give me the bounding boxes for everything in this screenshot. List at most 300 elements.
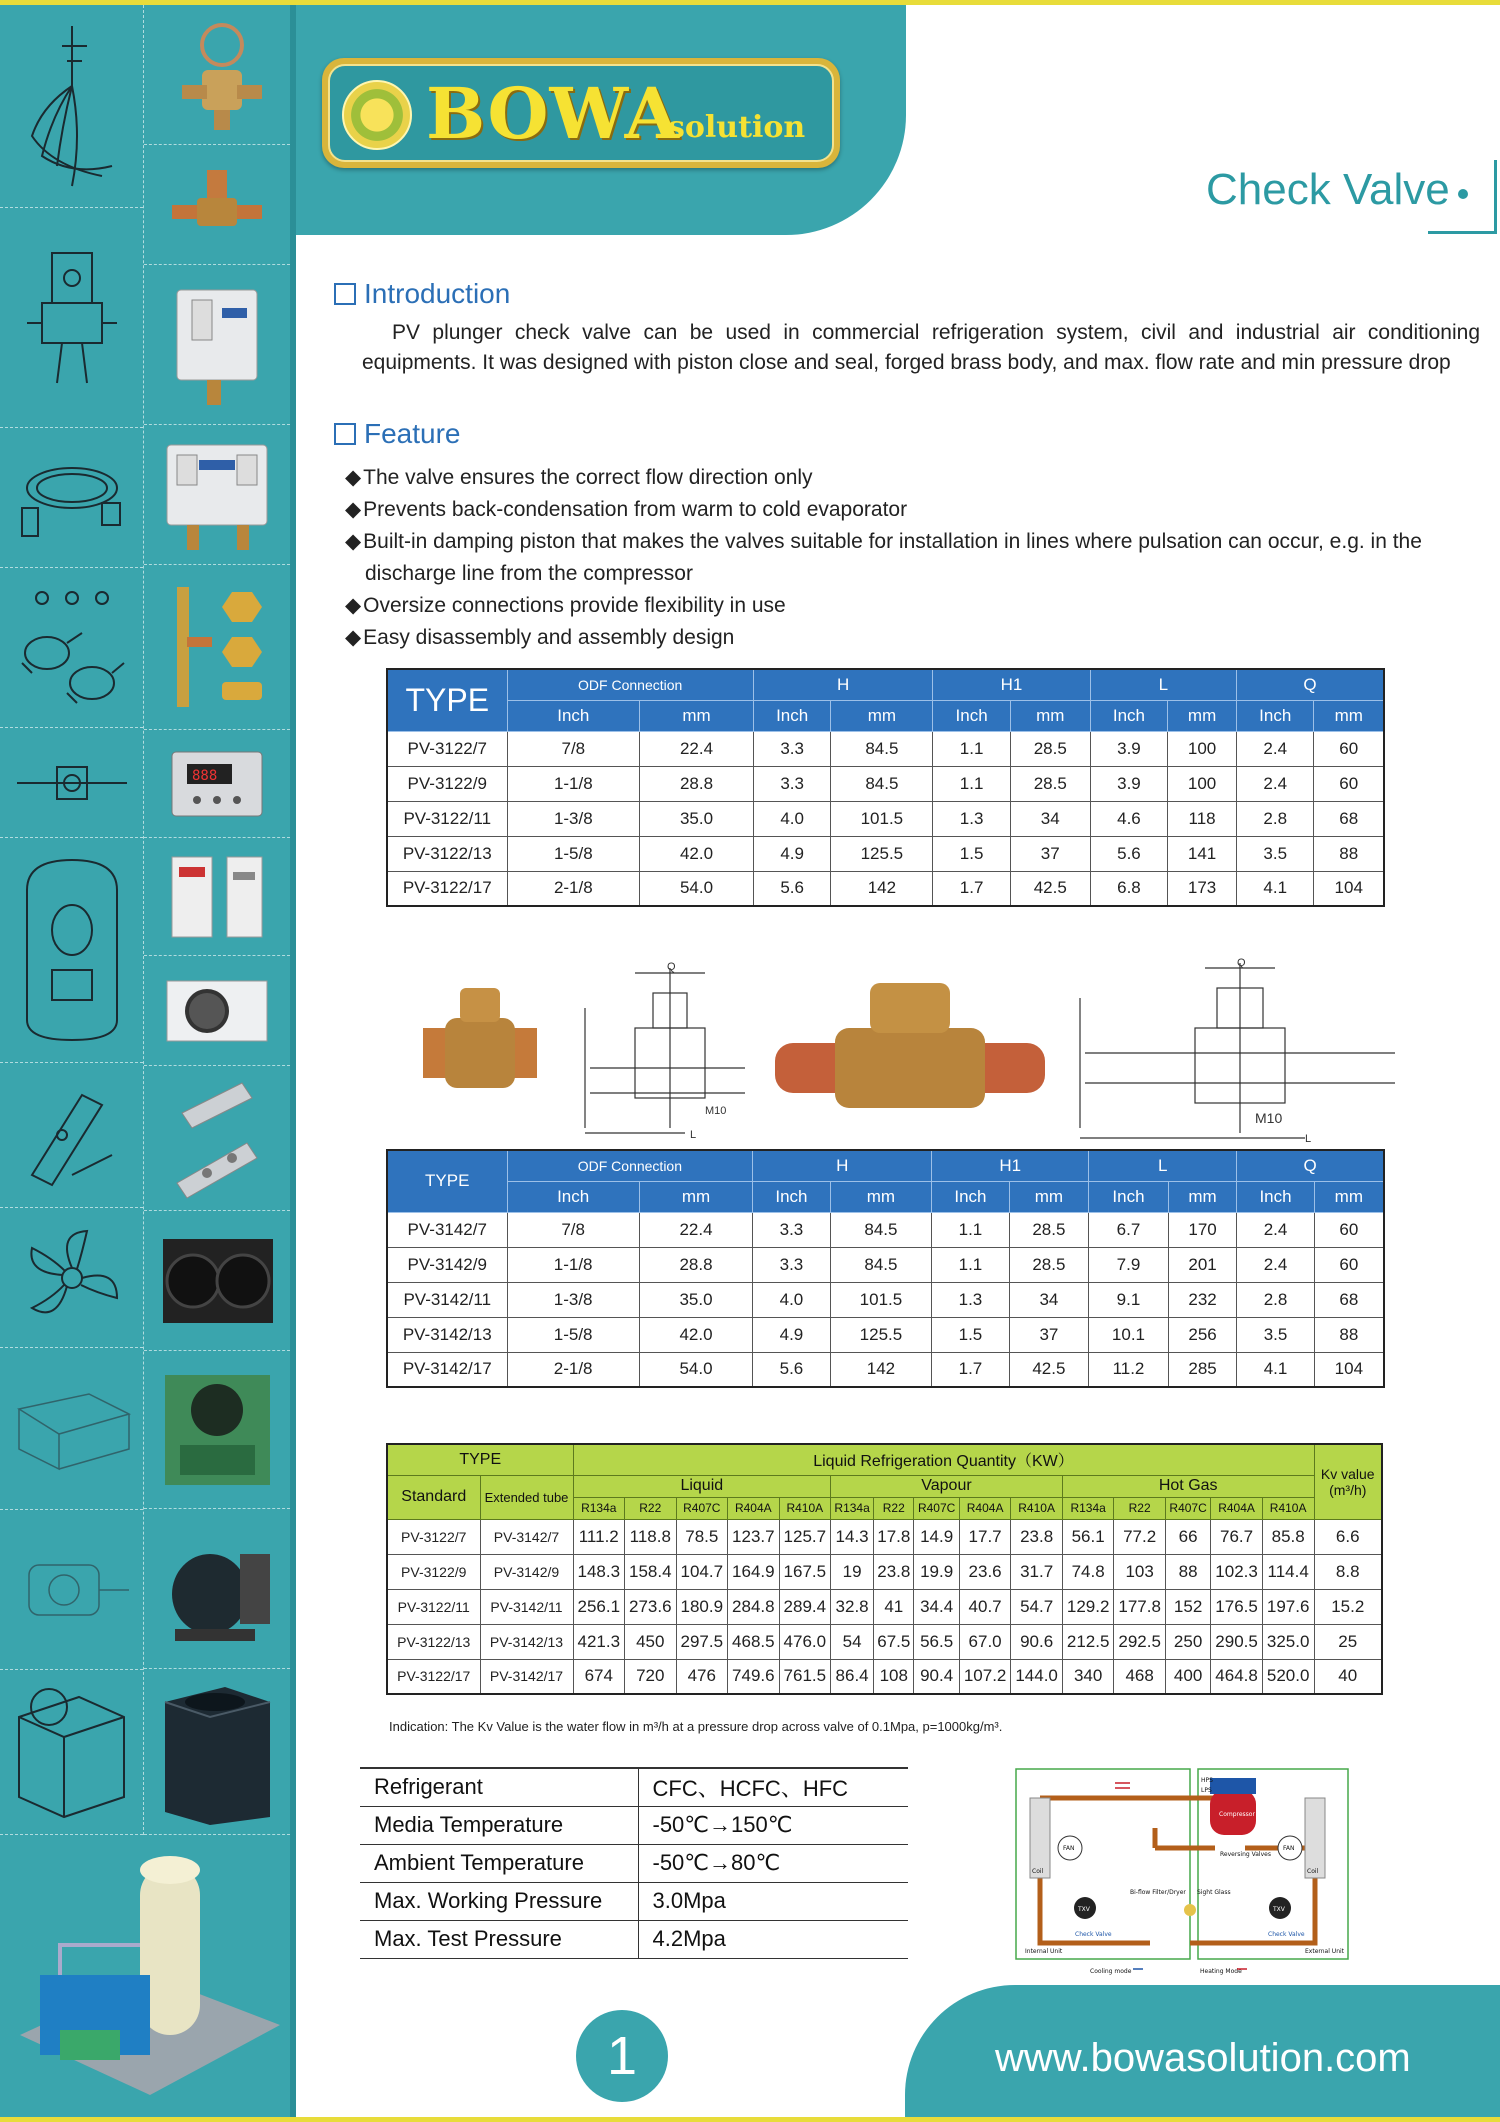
value-cell: 32.8 [831, 1589, 874, 1624]
hermetic-compressor-photo-icon [144, 1509, 290, 1669]
value-cell: 4.9 [753, 836, 831, 871]
value-cell: 340 [1062, 1659, 1114, 1694]
value-cell: 4.1 [1237, 1352, 1314, 1387]
introduction-text: PV plunger check valve can be used in commercial refrigeration system, civil and industrial air conditioning equipments. It was designed with piston close and seal, forged brass body, and max. flow rate and min pressure drop [362, 321, 1480, 374]
type-cell: PV-3142/7 [387, 1212, 507, 1247]
large-check-valve-photo-icon [775, 983, 1045, 1108]
table-row [387, 1352, 1384, 1387]
table-row [387, 731, 1384, 766]
small-check-valve-photo-icon [423, 988, 537, 1088]
value-cell: 1-3/8 [507, 801, 640, 836]
properties-table [360, 1767, 908, 1959]
diagram-label-txv: TXV [1078, 1906, 1090, 1913]
quantity-table-body [387, 1519, 1382, 1694]
logo-emblem-icon [342, 80, 412, 150]
value-cell: 284.8 [728, 1589, 780, 1624]
value-cell: 118 [1168, 801, 1237, 836]
condensing-unit-drawing-icon [0, 1670, 143, 1835]
refrigerant-header: R22 [1114, 1497, 1166, 1519]
feature-item: ◆ Built-in damping piston that makes the valves suitable for installation in lines where pulsation can occur, e.g. in the discharge line from the compressor [345, 526, 1485, 590]
value-cell: 35.0 [639, 1282, 752, 1317]
value-cell: 3.3 [753, 731, 831, 766]
feature-list [345, 462, 1485, 654]
value-cell: 25 [1314, 1624, 1382, 1659]
diagram-label-check-valve: Check Valve [1075, 1931, 1112, 1938]
value-cell: 2.4 [1236, 766, 1314, 801]
value-cell: 100 [1168, 731, 1237, 766]
group-header-hot-gas: Hot Gas [1062, 1475, 1314, 1497]
diagram-label-cooling: Cooling mode [1090, 1968, 1132, 1975]
unit-mm-header: mm [1010, 700, 1090, 731]
value-cell: 28.5 [1009, 1247, 1089, 1282]
value-cell: 22.4 [639, 1212, 752, 1247]
value-cell: 60 [1314, 1212, 1384, 1247]
table-row [387, 871, 1384, 906]
unit-inch-header: Inch [1089, 1181, 1169, 1212]
property-label: Max. Test Pressure [360, 1920, 638, 1958]
product-illustrations [405, 958, 1405, 1148]
value-cell: 28.5 [1009, 1212, 1089, 1247]
hinge-drawing-icon [0, 1063, 143, 1208]
refrigerant-header: R404A [1211, 1497, 1263, 1519]
value-cell: 3.5 [1236, 836, 1314, 871]
property-row [360, 1768, 908, 1806]
value-cell: 292.5 [1114, 1624, 1166, 1659]
value-cell: 125.5 [831, 836, 933, 871]
capillary-distributor-icon [0, 5, 143, 208]
odf-header: ODF Connection [507, 669, 753, 700]
type-cell: PV-3122/9 [387, 766, 507, 801]
value-cell: 164.9 [728, 1554, 780, 1589]
value-cell: 468 [1114, 1659, 1166, 1694]
value-cell: 761.5 [779, 1659, 831, 1694]
type-cell: PV-3142/11 [480, 1589, 573, 1624]
value-cell: 40.7 [959, 1589, 1011, 1624]
value-cell: 101.5 [830, 1282, 932, 1317]
value-cell: 67.5 [874, 1624, 914, 1659]
value-cell: 40 [1314, 1659, 1382, 1694]
refrigerant-header: R134a [1062, 1497, 1114, 1519]
l-header: L [1090, 669, 1236, 700]
solenoid-valve-photo-icon [144, 145, 290, 265]
value-cell: 19 [831, 1554, 874, 1589]
title-rule-horizontal [1428, 231, 1497, 234]
value-cell: 68 [1314, 801, 1384, 836]
value-cell: 3.9 [1090, 766, 1168, 801]
diagram-label-coil: Coil [1032, 1868, 1044, 1875]
refrigerant-header: R22 [625, 1497, 677, 1519]
type-cell: PV-3142/9 [387, 1247, 507, 1282]
value-cell: 720 [625, 1659, 677, 1694]
dual-pressure-switch-photo-icon [144, 425, 290, 565]
property-label: Media Temperature [360, 1806, 638, 1844]
table-row [387, 1282, 1384, 1317]
value-cell: 289.4 [779, 1589, 831, 1624]
type-cell: PV-3122/17 [387, 871, 507, 906]
value-cell: 60 [1314, 1247, 1384, 1282]
value-cell: 1.1 [932, 1247, 1009, 1282]
value-cell: 88 [1314, 836, 1384, 871]
kv-header: Kv value (m³/h) [1314, 1444, 1382, 1519]
value-cell: 42.0 [640, 836, 754, 871]
value-cell: 749.6 [728, 1659, 780, 1694]
motor-drawing-icon [0, 1510, 143, 1670]
value-cell: 85.8 [1262, 1519, 1314, 1554]
value-cell: 77.2 [1114, 1519, 1166, 1554]
unit-mm-header: mm [830, 1181, 932, 1212]
value-cell: 180.9 [676, 1589, 728, 1624]
value-cell: 177.8 [1114, 1589, 1166, 1624]
group-header-vapour: Vapour [831, 1475, 1063, 1497]
value-cell: 118.8 [625, 1519, 677, 1554]
value-cell: 2.4 [1237, 1247, 1314, 1282]
table-row [387, 1519, 1382, 1554]
value-cell: 5.6 [753, 1352, 830, 1387]
value-cell: 6.6 [1314, 1519, 1382, 1554]
value-cell: 34 [1009, 1282, 1089, 1317]
type-cell: PV-3122/7 [387, 731, 507, 766]
sight-glass-drawing-icon [0, 728, 143, 838]
value-cell: 103 [1114, 1554, 1166, 1589]
property-value: 3.0Mpa [638, 1882, 908, 1920]
value-cell: 84.5 [831, 766, 933, 801]
unit-inch-header: Inch [507, 1181, 639, 1212]
brass-fittings-photo-icon [144, 565, 290, 730]
value-cell: 100 [1168, 766, 1237, 801]
value-cell: 28.5 [1010, 766, 1090, 801]
type-cell: PV-3142/13 [387, 1317, 507, 1352]
sidebar-edge [290, 5, 296, 2117]
refrigerant-header: R404A [959, 1497, 1011, 1519]
brand-logo [322, 58, 840, 168]
value-cell: 114.4 [1262, 1554, 1314, 1589]
value-cell: 104.7 [676, 1554, 728, 1589]
value-cell: 2-1/8 [507, 1352, 639, 1387]
checkbox-square-icon [334, 283, 356, 305]
value-cell: 476.0 [779, 1624, 831, 1659]
value-cell: 7.9 [1089, 1247, 1169, 1282]
spec-table-body [387, 1212, 1384, 1387]
value-cell: 7/8 [507, 731, 640, 766]
temperature-controller-photo-icon [144, 730, 290, 838]
value-cell: 37 [1009, 1317, 1089, 1352]
value-cell: 8.8 [1314, 1554, 1382, 1589]
value-cell: 1.3 [932, 1282, 1009, 1317]
value-cell: 167.5 [779, 1554, 831, 1589]
value-cell: 54.7 [1011, 1589, 1063, 1624]
property-value: -50℃→80℃ [638, 1844, 908, 1882]
value-cell: 256.1 [573, 1589, 625, 1624]
value-cell: 4.9 [753, 1317, 830, 1352]
value-cell: 7/8 [507, 1212, 639, 1247]
value-cell: 152 [1165, 1589, 1210, 1624]
drawing-label-q: Q [1237, 958, 1246, 969]
large-valve-technical-drawing [1080, 958, 1395, 1145]
refrigerant-header: R134a [831, 1497, 874, 1519]
value-cell: 5.6 [753, 871, 831, 906]
value-cell: 2.8 [1236, 801, 1314, 836]
value-cell: 129.2 [1062, 1589, 1114, 1624]
type-cell: PV-3142/11 [387, 1282, 507, 1317]
value-cell: 104 [1314, 1352, 1384, 1387]
diagram-label-external: External Unit [1305, 1948, 1345, 1955]
website-url[interactable]: www.bowasolution.com [995, 2036, 1411, 2080]
value-cell: 674 [573, 1659, 625, 1694]
value-cell: 84.5 [830, 1212, 932, 1247]
value-cell: 325.0 [1262, 1624, 1314, 1659]
value-cell: 54.0 [639, 1352, 752, 1387]
value-cell: 1.7 [933, 871, 1011, 906]
value-cell: 34 [1010, 801, 1090, 836]
value-cell: 28.8 [639, 1247, 752, 1282]
type-cell: PV-3142/13 [480, 1624, 573, 1659]
h-header: H [753, 1150, 932, 1181]
table-row [387, 1589, 1382, 1624]
value-cell: 102.3 [1211, 1554, 1263, 1589]
value-cell: 400 [1165, 1659, 1210, 1694]
value-cell: 2.8 [1237, 1282, 1314, 1317]
evaporator-photo-icon [144, 956, 290, 1066]
extended-header: Extended tube [480, 1475, 573, 1519]
brand-tagline: solution [668, 110, 806, 145]
type-header: TYPE [387, 669, 507, 731]
value-cell: 15.2 [1314, 1589, 1382, 1624]
value-cell: 23.8 [1011, 1519, 1063, 1554]
feature-item: ◆ The valve ensures the correct flow direction only [345, 462, 1485, 494]
value-cell: 23.8 [874, 1554, 914, 1589]
value-cell: 3.9 [1090, 731, 1168, 766]
h1-header: H1 [933, 669, 1090, 700]
title-rule-vertical [1494, 160, 1497, 232]
scroll-compressor-drawing-icon [0, 838, 143, 1063]
value-cell: 10.1 [1089, 1317, 1169, 1352]
qty-title-header: Liquid Refrigeration Quantity（KW） [573, 1444, 1314, 1475]
value-cell: 23.6 [959, 1554, 1011, 1589]
value-cell: 1-1/8 [507, 1247, 639, 1282]
type-header: TYPE [387, 1150, 507, 1212]
type-cell: PV-3142/9 [480, 1554, 573, 1589]
feature-item: ◆ Easy disassembly and assembly design [345, 622, 1485, 654]
value-cell: 74.8 [1062, 1554, 1114, 1589]
property-label: Max. Working Pressure [360, 1882, 638, 1920]
drawing-label-m10: M10 [705, 1105, 727, 1117]
qty-type-header: TYPE [387, 1444, 573, 1475]
value-cell: 84.5 [830, 1247, 932, 1282]
value-cell: 2-1/8 [507, 871, 640, 906]
table-row [387, 1212, 1384, 1247]
refrigerant-header: R407C [1165, 1497, 1210, 1519]
property-row [360, 1844, 908, 1882]
type-cell: PV-3142/17 [480, 1659, 573, 1694]
introduction-heading [334, 278, 510, 310]
value-cell: 111.2 [573, 1519, 625, 1554]
unit-inch-header: Inch [933, 700, 1011, 731]
refrigeration-plant-icon [0, 1835, 290, 2117]
value-cell: 148.3 [573, 1554, 625, 1589]
value-cell: 19.9 [914, 1554, 959, 1589]
value-cell: 144.0 [1011, 1659, 1063, 1694]
condenser-coil-photo-icon [144, 1211, 290, 1351]
table-row [387, 801, 1384, 836]
value-cell: 37 [1010, 836, 1090, 871]
value-cell: 464.8 [1211, 1659, 1263, 1694]
value-cell: 54 [831, 1624, 874, 1659]
l-header: L [1089, 1150, 1237, 1181]
value-cell: 41 [874, 1589, 914, 1624]
value-cell: 201 [1168, 1247, 1237, 1282]
value-cell: 2.4 [1236, 731, 1314, 766]
value-cell: 42.5 [1010, 871, 1090, 906]
unit-mm-header: mm [639, 1181, 752, 1212]
spec-table-pv3122 [386, 668, 1385, 907]
diagram-label-lps: LPS [1201, 1787, 1212, 1794]
unit-inch-header: Inch [932, 1181, 1009, 1212]
property-row [360, 1806, 908, 1844]
value-cell: 9.1 [1089, 1282, 1169, 1317]
value-cell: 212.5 [1062, 1624, 1114, 1659]
refrigerant-header: R410A [1262, 1497, 1314, 1519]
diagram-label-fan: FAN [1283, 1845, 1295, 1852]
value-cell: 34.4 [914, 1589, 959, 1624]
page-title: Check Valve [1206, 165, 1450, 214]
property-label: Ambient Temperature [360, 1844, 638, 1882]
value-cell: 3.3 [753, 1247, 830, 1282]
bottom-accent-bar [0, 2117, 1500, 2122]
fan-blade-drawing-icon [0, 1208, 143, 1348]
value-cell: 107.2 [959, 1659, 1011, 1694]
type-cell: PV-3122/17 [387, 1659, 480, 1694]
q-header: Q [1237, 1150, 1384, 1181]
table-row [387, 1554, 1382, 1589]
value-cell: 1-3/8 [507, 1282, 639, 1317]
value-cell: 56.1 [1062, 1519, 1114, 1554]
value-cell: 520.0 [1262, 1659, 1314, 1694]
type-cell: PV-3122/11 [387, 1589, 480, 1624]
value-cell: 1.5 [933, 836, 1011, 871]
heat-pump-circuit-diagram [1015, 1768, 1350, 1980]
value-cell: 84.5 [831, 731, 933, 766]
value-cell: 56.5 [914, 1624, 959, 1659]
refrigeration-quantity-table [386, 1443, 1383, 1695]
odf-header: ODF Connection [507, 1150, 753, 1181]
value-cell: 1-5/8 [507, 836, 640, 871]
diagram-label-biflow: Bi-flow Filter/Dryer [1130, 1889, 1186, 1896]
brand-name: BOWA [426, 72, 680, 155]
value-cell: 4.1 [1236, 871, 1314, 906]
table-row [387, 1659, 1382, 1694]
introduction-heading-label: Introduction [364, 278, 511, 309]
value-cell: 4.0 [753, 1282, 830, 1317]
spec-table-body [387, 731, 1384, 906]
diagram-label-fan: FAN [1063, 1845, 1075, 1852]
value-cell: 250 [1165, 1624, 1210, 1659]
diagram-label-heating: Heating Mode [1200, 1968, 1242, 1975]
refrigerant-header: R410A [1011, 1497, 1063, 1519]
value-cell: 1.1 [933, 766, 1011, 801]
drawing-label-q: Q [667, 961, 676, 973]
value-cell: 6.7 [1089, 1212, 1169, 1247]
relay-module-photo-icon [144, 838, 290, 956]
value-cell: 1.3 [933, 801, 1011, 836]
value-cell: 197.6 [1262, 1589, 1314, 1624]
value-cell: 28.5 [1010, 731, 1090, 766]
group-header-liquid: Liquid [573, 1475, 831, 1497]
value-cell: 176.5 [1211, 1589, 1263, 1624]
pressure-switch-photo-icon [144, 265, 290, 425]
value-cell: 17.7 [959, 1519, 1011, 1554]
value-cell: 285 [1168, 1352, 1237, 1387]
diagram-label-check-valve: Check Valve [1268, 1931, 1305, 1938]
value-cell: 90.4 [914, 1659, 959, 1694]
expansion-valve-photo-icon [144, 5, 290, 145]
table-row [387, 1624, 1382, 1659]
value-cell: 1.7 [932, 1352, 1009, 1387]
property-row [360, 1882, 908, 1920]
product-sidebar [0, 5, 290, 2117]
value-cell: 5.6 [1090, 836, 1168, 871]
kv-indication-note: Indication: The Kv Value is the water flow in m³/h at a pressure drop across valve of 0.1Mpa, p=1000kg/m³. [389, 1719, 1003, 1734]
type-cell: PV-3122/13 [387, 836, 507, 871]
diagram-label-txv: TXV [1273, 1906, 1285, 1913]
type-cell: PV-3122/13 [387, 1624, 480, 1659]
value-cell: 4.0 [753, 801, 831, 836]
property-value: 4.2Mpa [638, 1920, 908, 1958]
refrigerant-header: R407C [914, 1497, 959, 1519]
value-cell: 125.7 [779, 1519, 831, 1554]
value-cell: 76.7 [1211, 1519, 1263, 1554]
value-cell: 42.5 [1009, 1352, 1089, 1387]
diagram-label-reversing: Reversing Valves [1220, 1851, 1271, 1858]
table-row [387, 766, 1384, 801]
property-value: -50℃→150℃ [638, 1806, 908, 1844]
value-cell: 60 [1314, 766, 1384, 801]
ball-valve-drawing-icon [0, 568, 143, 728]
value-cell: 158.4 [625, 1554, 677, 1589]
type-cell: PV-3142/17 [387, 1352, 507, 1387]
table-row [387, 1247, 1384, 1282]
small-valve-technical-drawing [585, 961, 745, 1141]
value-cell: 123.7 [728, 1519, 780, 1554]
refrigerant-header: R134a [573, 1497, 625, 1519]
value-cell: 142 [830, 1352, 932, 1387]
value-cell: 66 [1165, 1519, 1210, 1554]
unit-inch-header: Inch [753, 700, 831, 731]
unit-mm-header: mm [1009, 1181, 1089, 1212]
checkbox-square-icon [334, 423, 356, 445]
value-cell: 1.1 [932, 1212, 1009, 1247]
value-cell: 297.5 [676, 1624, 728, 1659]
refrigerant-header: R410A [779, 1497, 831, 1519]
h1-header: H1 [932, 1150, 1089, 1181]
refrigerant-header: R22 [874, 1497, 914, 1519]
feature-heading-label: Feature [364, 418, 461, 449]
value-cell: 232 [1168, 1282, 1237, 1317]
value-cell: 104 [1314, 871, 1384, 906]
value-cell: 290.5 [1211, 1624, 1263, 1659]
value-cell: 273.6 [625, 1589, 677, 1624]
value-cell: 2.4 [1237, 1212, 1314, 1247]
q-header: Q [1236, 669, 1384, 700]
drawing-label-l: L [690, 1129, 697, 1141]
unit-inch-header: Inch [1236, 700, 1314, 731]
value-cell: 468.5 [728, 1624, 780, 1659]
value-cell: 11.2 [1089, 1352, 1169, 1387]
feature-item: ◆ Oversize connections provide flexibility in use [345, 590, 1485, 622]
value-cell: 125.5 [830, 1317, 932, 1352]
value-cell: 78.5 [676, 1519, 728, 1554]
drawing-label-m10: M10 [1255, 1110, 1283, 1126]
feature-heading [334, 418, 461, 450]
